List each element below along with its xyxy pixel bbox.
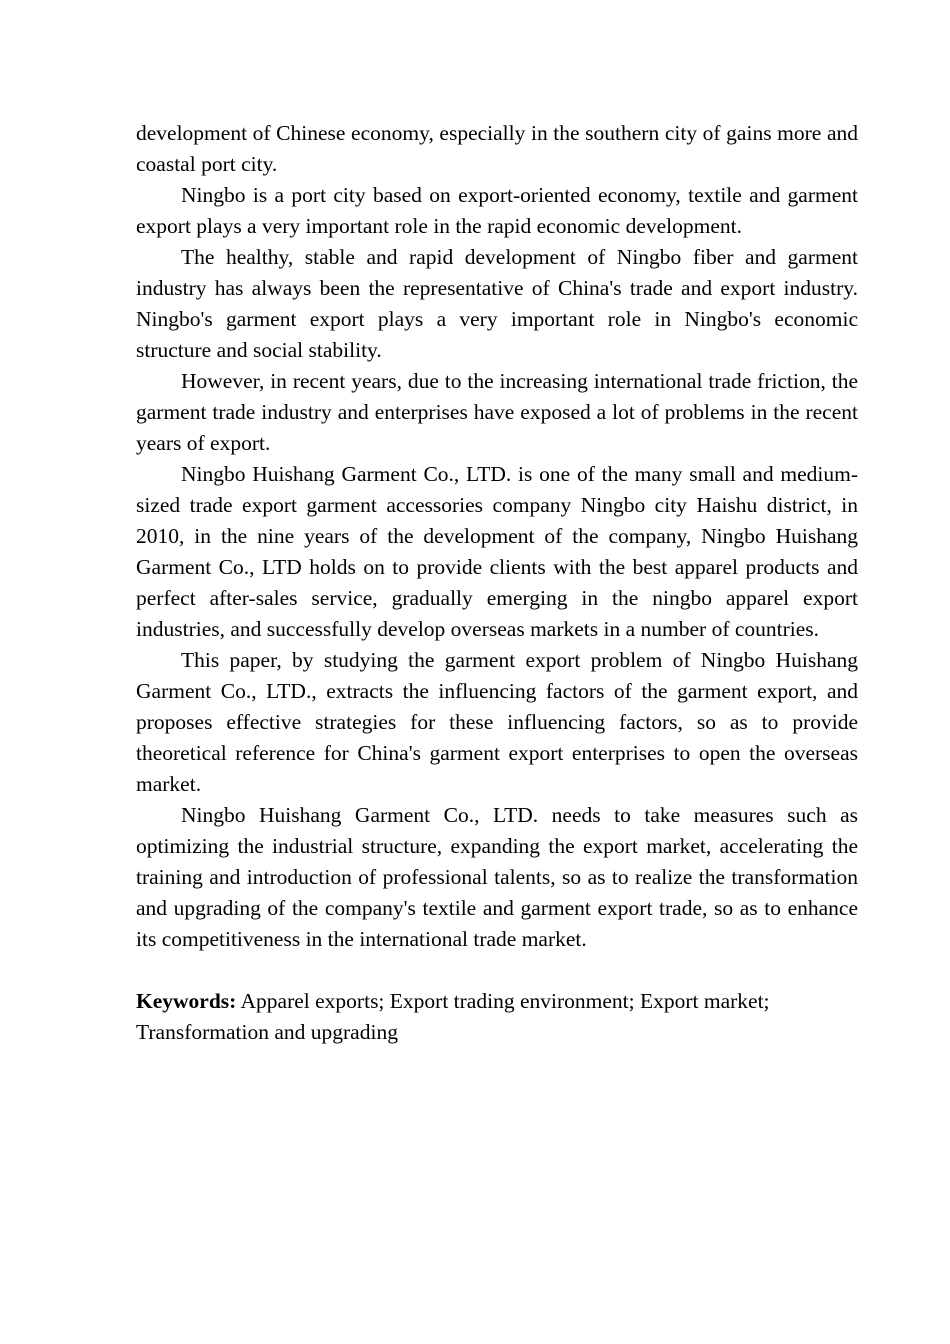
paragraph-4: However, in recent years, due to the increasing international trade friction, the garment trade industry and enterprises have exposed a lot of problems in the recent years of export. xyxy=(136,369,858,455)
paragraph-7: Ningbo Huishang Garment Co., LTD. needs to take measures such as optimizing the industrial structure, expanding the export market, accelerating the training and introduction of professional talents, so as to realize the transformation and upgrading of the company's textile and garment export trade, so as to enhance its competitiveness in the international trade market. xyxy=(136,803,858,951)
keywords-values: Apparel exports; Export trading environment; Export market; Transformation and upgrading xyxy=(136,989,770,1044)
paragraph-3: The healthy, stable and rapid development of Ningbo fiber and garment industry has always been the representative of China's trade and export industry. Ningbo's garment export plays a very important role in Ningbo's economic structure and social stability. xyxy=(136,245,858,362)
keywords-label: Keywords: xyxy=(136,989,237,1013)
keywords-line xyxy=(136,986,858,1048)
abstract-body xyxy=(136,118,858,1048)
keywords-section xyxy=(136,986,858,1048)
paragraph-1: development of Chinese economy, especially in the southern city of gains more and coastal port city. xyxy=(136,121,858,176)
paragraph-5: Ningbo Huishang Garment Co., LTD. is one of the many small and medium-sized trade export garment accessories company Ningbo city Haishu district, in 2010, in the nine years of the development of the company, Ningbo Huishang Garment Co., LTD holds on to provide clients with the best apparel products and perfect after-sales service, gradually emerging in the ningbo apparel export industries, and successfully develop overseas markets in a number of countries. xyxy=(136,462,858,641)
paragraph-6: This paper, by studying the garment export problem of Ningbo Huishang Garment Co., LTD., extracts the influencing factors of the garment export, and proposes effective strategies for these influencing factors, so as to provide theoretical reference for China's garment export enterprises to open the overseas market. xyxy=(136,648,858,796)
paragraph-2: Ningbo is a port city based on export-oriented economy, textile and garment export plays a very important role in the rapid economic development. xyxy=(136,183,858,238)
